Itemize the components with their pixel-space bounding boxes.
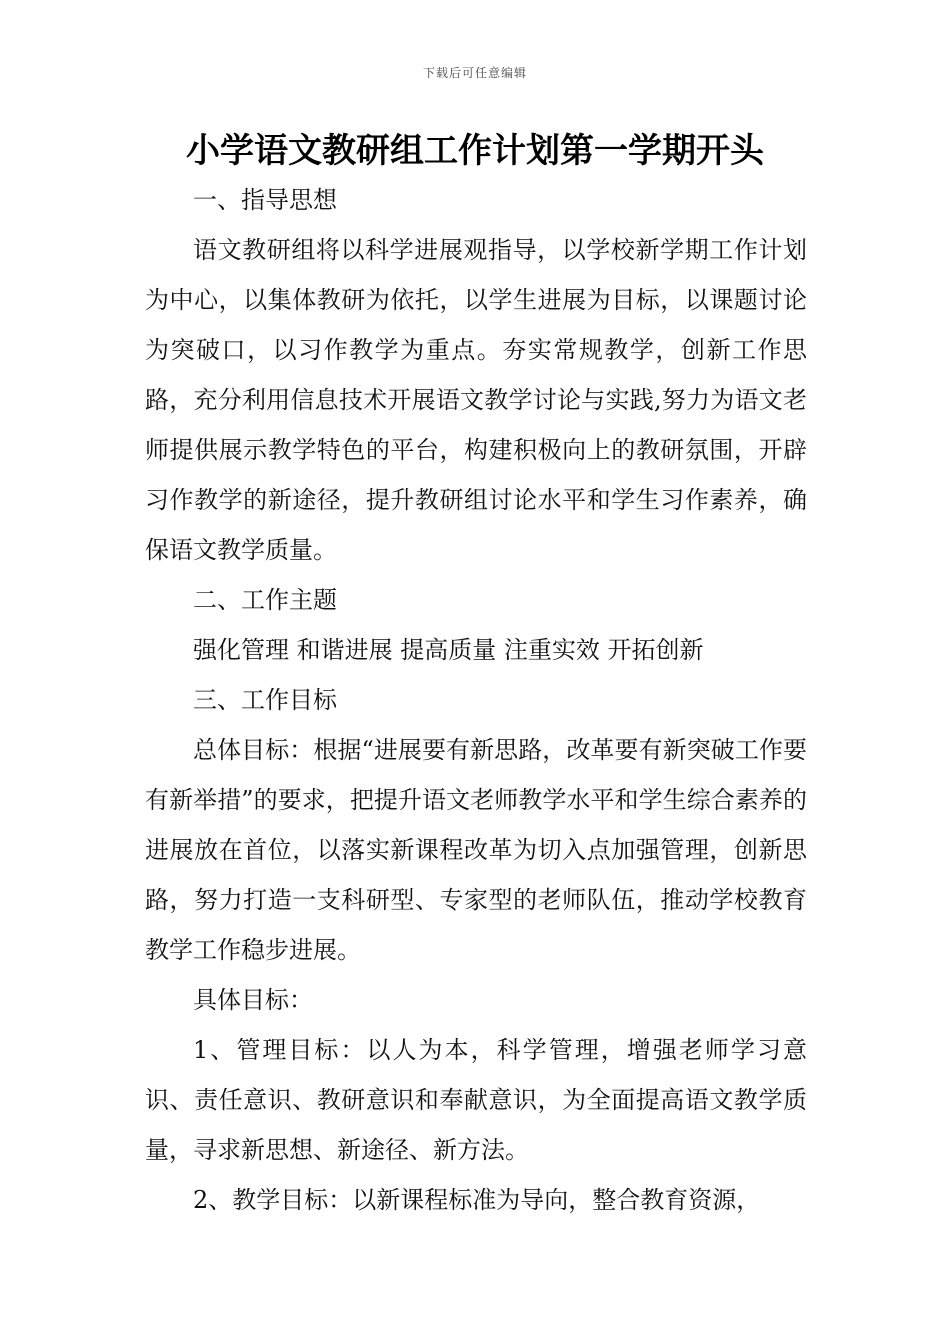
paragraph-guiding-ideology: 语文教研组将以科学进展观指导，以学校新学期工作计划为中心，以集体教研为依托，以学生进展为目标，以课题讨论为突破口，以习作教学为重点。夯实常规教学，创新工作思路，充分利用信息技术开展语文教学讨论与实践,努力为语文老师提供展示教学特色的平台，构建积极向上的教研氛围，开辟习作教学的新途径，提升教研组讨论水平和学生习作素养，确保语文教学质量。: [145, 236, 807, 564]
section-heading-guiding-ideology: 一、指导思想: [193, 186, 337, 214]
paragraph-teaching-goal: 2、教学目标：以新课程标准为导向，整合教育资源，: [193, 1186, 761, 1214]
document-body: [145, 175, 807, 1225]
paragraph-work-theme: 强化管理 和谐进展 提高质量 注重实效 开拓创新: [193, 636, 704, 664]
paragraph-management-goal: 1、管理目标：以人为本，科学管理，增强老师学习意识、责任意识、教研意识和奉献意识，为全面提高语文教学质量，寻求新思想、新途径、新方法。: [145, 1036, 807, 1164]
section-heading-work-theme: 二、工作主题: [193, 586, 337, 614]
section-heading-work-goals: 三、工作目标: [193, 686, 337, 714]
subheading-specific-goals: 具体目标：: [193, 986, 313, 1014]
document-title: 小学语文教研组工作计划第一学期开头: [186, 131, 764, 171]
paragraph-overall-goal: 总体目标：根据“进展要有新思路，改革要有新突破工作要有新举措”的要求，把提升语文老师教学水平和学生综合素养的进展放在首位，以落实新课程改革为切入点加强管理，创新思路，努力打造一支科研型、专家型的老师队伍，推动学校教育教学工作稳步进展。: [145, 736, 807, 964]
header-note: 下载后可任意编辑: [422, 66, 527, 80]
